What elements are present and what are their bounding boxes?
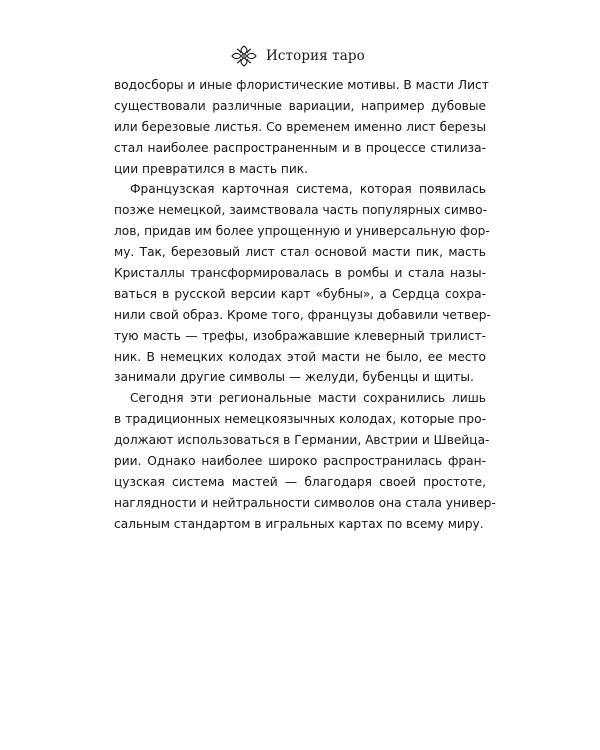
text-line: Французская карточная система, которая появилась (130, 182, 486, 197)
text-line: существовали различные вариации, например дубовые (114, 98, 486, 113)
text-line: водосборы и иные флористические мотивы. В масти Лист (114, 78, 489, 92)
paragraph (114, 388, 496, 534)
text-line: в традиционных немецкоязычных колодах, которые про- (114, 412, 486, 427)
text-line: позже немецкой, заимствовала часть популярных симво- (114, 203, 488, 218)
text-line: му. Так, березовый лист стал основой масти пик, масть (114, 245, 486, 260)
text-line: сальным стандартом в игральных картах по всему миру. (114, 516, 484, 531)
running-header-title: История таро (266, 48, 365, 64)
text-line: рии. Однако наиболее широко распространилась фран- (114, 454, 486, 469)
text-line: тую масть — трефы, изображавшие клеверный трилист- (114, 328, 486, 343)
text-line: стал наиболее распространенным и в процессе стилиза- (114, 140, 486, 155)
text-line: Кристаллы трансформировалась в ромбы и стала назы- (114, 266, 486, 281)
paragraph (114, 179, 491, 388)
fleuron-icon (230, 44, 258, 68)
text-line: наглядности и нейтральности символов она стала универ- (114, 495, 496, 510)
paragraph (114, 75, 489, 179)
text-line: Сегодня эти региональные масти сохранились лишь (130, 391, 486, 406)
text-line: должают использоваться в Германии, Австрии и Швейца- (114, 433, 490, 448)
body-text (114, 75, 496, 535)
text-line: цузская система мастей — благодаря своей простоте, (114, 474, 486, 489)
text-line: лов, придав им более упрощенную и универсальную фор- (114, 224, 490, 239)
text-line: ваться в русской версии карт «бубны», а Сердца сохра- (114, 286, 486, 301)
text-line: ции превратился в масть пик. (114, 161, 309, 176)
text-line: занимали другие символы — желуди, бубенцы и щиты. (114, 370, 474, 385)
text-line: нили свой образ. Кроме того, французы добавили четвер- (114, 307, 491, 322)
text-line: ник. В немецких колодах этой масти не было, ее место (114, 349, 486, 364)
text-line: или березовые листья. Со временем именно лист березы (114, 119, 486, 134)
running-header (230, 44, 365, 68)
